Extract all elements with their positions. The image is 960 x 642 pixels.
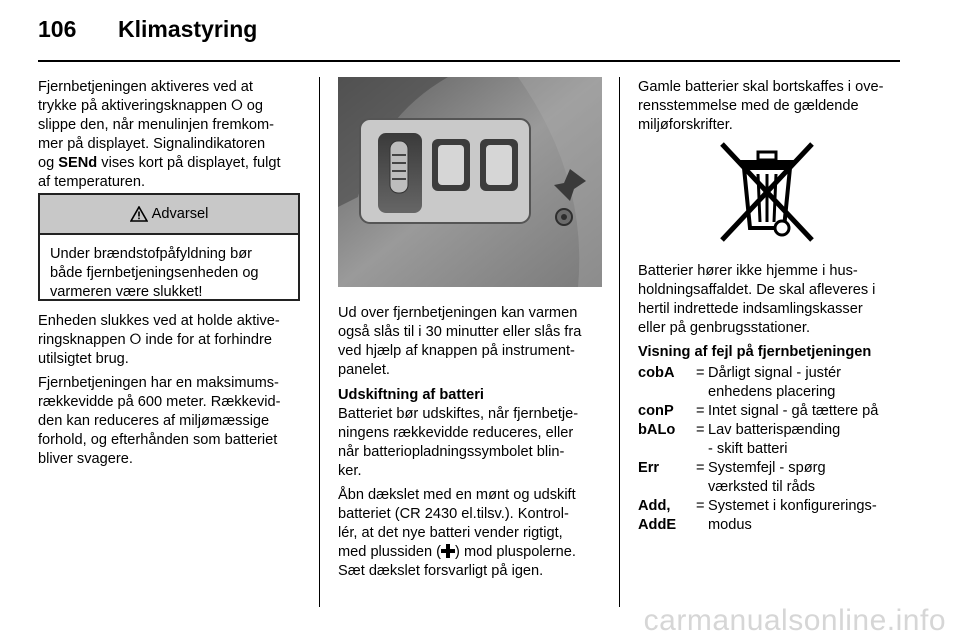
error-row: cobA = Dårligt signal - justér enhedens placering — [638, 365, 842, 400]
shutdown-paragraph: Enheden slukkes ved at holde aktive- ringsknappen ⭘ inde for at forhindre utilsigtet brug. — [38, 313, 280, 367]
watermark: carmanualsonline.info — [643, 604, 946, 637]
household-waste-paragraph: Batterier hører ikke hjemme i hus- holdningsaffaldet. De skal afleveres i hertil indrettede indsamlingskasser eller på genbrugsstationer. — [638, 263, 876, 336]
disposal-paragraph: Gamle batterier skal bortskaffes i ove- rensstemmelse med de gældende miljøforskrifter. — [638, 79, 884, 133]
instrument-panel-photo — [338, 77, 602, 287]
error-row: Add, AddE = Systemet i konfigurerings- modus — [638, 498, 877, 533]
error-row: bALo = Lav batterispænding - skift batteri — [638, 422, 841, 457]
signal-code: SENd — [58, 155, 98, 171]
page-title: Klimastyring — [118, 16, 258, 42]
page-number: 106 — [38, 16, 77, 42]
warning-text: Under brændstofpåfyldning bør både fjernbetjeningsenheden og varmeren være slukket! — [50, 246, 259, 300]
errors-heading: Visning af fejl på fjernbetjeningen — [638, 344, 872, 360]
warning-title: Advarsel — [151, 206, 209, 222]
dashboard-button-paragraph: Ud over fjernbetjeningen kan varmen også slås til i 30 minutter eller slås fra ved hjælp af knappen på instrument- panelet. — [338, 305, 582, 378]
plus-icon — [441, 544, 455, 558]
battery-heading: Udskiftning af batteri — [338, 387, 484, 403]
crossed-bin-icon — [714, 140, 822, 251]
replace-battery-paragraph: Åbn dækslet med en mønt og udskift batteriet (CR 2430 el.tilsv.). Kontrol- lér, at det nye batteri vender rigtigt, med plussiden ( ) mod pluspolerne. Sæt dækslet forsvarligt på igen. — [338, 487, 576, 579]
error-codes-table — [638, 364, 908, 535]
error-row: conP = Intet signal - gå tættere på — [638, 403, 879, 419]
intro-paragraph: Fjernbetjeningen aktiveres ved at trykke på aktiveringsknappen ⭘ og slippe den, når menulinjen fremkom- mer på displayet. Signalindikatoren og SENd vises kort på displayet, fulgt af temperaturen. — [38, 79, 281, 190]
warning-triangle-icon — [130, 206, 148, 222]
warning-box — [38, 193, 300, 301]
error-row: Err = Systemfejl - spørg værksted til råds — [638, 460, 826, 495]
column-divider — [319, 77, 320, 607]
header-rule — [38, 60, 900, 62]
battery-paragraph: Batteriet bør udskiftes, når fjernbetje- ningens rækkevidde reduceres, eller når batteriopladningssymbolet blin- ker. — [338, 406, 579, 479]
warning-header — [40, 195, 298, 235]
column-divider — [619, 77, 620, 607]
range-paragraph: Fjernbetjeningen har en maksimums- rækkevidde på 600 meter. Rækkevid- den kan reduceres af miljømæssige forhold, og efterhånden som batteriet bliver svagere. — [38, 375, 281, 467]
